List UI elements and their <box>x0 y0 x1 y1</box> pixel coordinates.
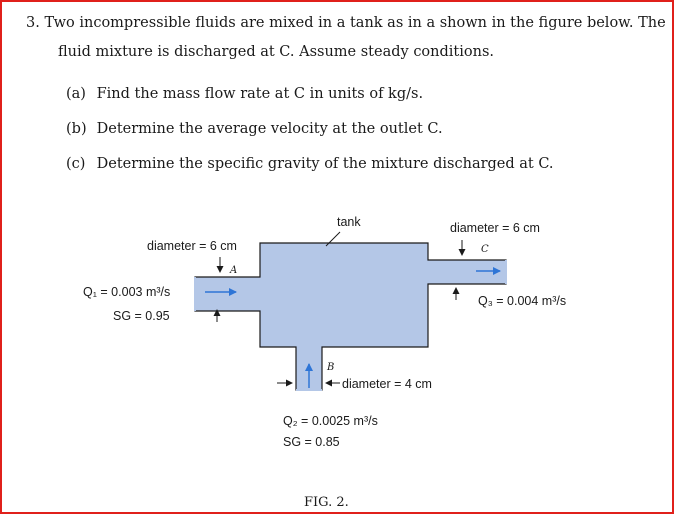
inlet-b-diameter: diameter = 4 cm <box>342 377 432 391</box>
inlet-b-specific-gravity: SG = 0.85 <box>283 435 340 449</box>
part-b-text: Determine the average velocity at the outlet C. <box>96 121 443 137</box>
tank-label: tank <box>337 215 361 229</box>
outlet-c-flow-rate: Q₃ = 0.004 m³/s <box>478 294 567 308</box>
part-c-text: Determine the specific gravity of the mixture discharged at C. <box>96 156 554 172</box>
part-a-label: (a) <box>66 86 86 102</box>
figure-caption: FIG. 2. <box>304 495 349 510</box>
point-b-label: B <box>327 362 335 373</box>
part-b-label: (b) <box>66 121 87 137</box>
point-c-label: C <box>481 244 489 255</box>
point-a-label: A <box>230 265 238 276</box>
problem-line-2: fluid mixture is discharged at C. Assume steady conditions. <box>58 44 495 60</box>
tank-body <box>195 243 506 390</box>
inlet-a-specific-gravity: SG = 0.95 <box>113 309 170 323</box>
part-a-text: Find the mass flow rate at C in units of kg/s. <box>96 86 424 102</box>
part-c-label: (c) <box>66 156 86 172</box>
problem-text-1: Two incompressible fluids are mixed in a tank as in a shown in the figure below. The <box>44 15 666 31</box>
inlet-b-flow-rate: Q₂ = 0.0025 m³/s <box>283 414 378 428</box>
inlet-a-diameter: diameter = 6 cm <box>147 239 237 253</box>
problem-number: 3. <box>26 15 40 31</box>
inlet-a-flow-rate: Q₁ = 0.003 m³/s <box>83 285 171 299</box>
outlet-c-diameter: diameter = 6 cm <box>450 221 540 235</box>
